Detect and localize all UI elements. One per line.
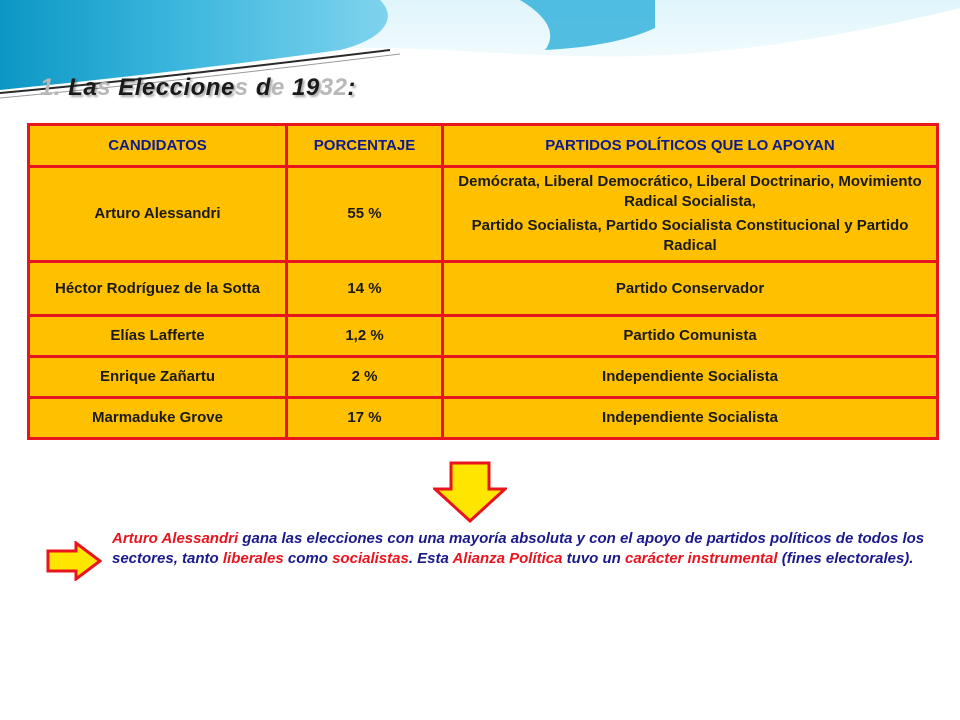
title-part: La (68, 74, 98, 101)
title-part: 19 (284, 74, 320, 101)
highlight-liberales: liberales (222, 550, 284, 567)
title-part: Eleccione (111, 74, 235, 101)
table-row (29, 316, 938, 357)
parties-line: Demócrata, Liberal Democrático, Liberal Doctrinario, Movimiento Radical Socialista, (458, 173, 922, 210)
paragraph-text: como (283, 550, 333, 567)
table-row (29, 167, 938, 262)
title-number: 1. (40, 74, 62, 101)
table-row (29, 357, 938, 398)
title-part: 32 (319, 74, 348, 101)
percentage-cell: 1,2 % (287, 316, 443, 357)
percentage-cell: 14 % (287, 262, 443, 316)
percentage-cell: 2 % (287, 357, 443, 398)
parties-cell: Independiente Socialista (443, 357, 938, 398)
parties-cell: Independiente Socialista (443, 398, 938, 439)
title-part: : (347, 74, 356, 101)
conclusion-paragraph (112, 529, 932, 569)
election-results-table (27, 123, 939, 440)
header-percentage: PORCENTAJE (287, 125, 443, 167)
parties-cell: Partido Conservador (443, 262, 938, 316)
slide-title (40, 74, 356, 102)
parties-line: Partido Socialista, Partido Socialista Constitucional y Partido Radical (471, 217, 909, 254)
header-candidates: CANDIDATOS (29, 125, 287, 167)
paragraph-text: tuvo un (562, 550, 625, 567)
candidate-cell: Enrique Zañartu (29, 357, 287, 398)
right-arrow-icon (46, 541, 102, 581)
header-parties: PARTIDOS POLÍTICOS QUE LO APOYAN (443, 125, 938, 167)
title-part: e (270, 74, 285, 101)
paragraph-text: (fines electorales). (777, 550, 914, 567)
highlight-socialistas: socialistas (332, 550, 409, 567)
table-header-row (29, 125, 938, 167)
title-part: s (97, 74, 112, 101)
candidate-cell: Arturo Alessandri (29, 167, 287, 262)
table-row (29, 262, 938, 316)
percentage-cell: 17 % (287, 398, 443, 439)
percentage-cell: 55 % (287, 167, 443, 262)
highlight-caracter: carácter instrumental (625, 550, 778, 567)
parties-cell (443, 167, 938, 262)
candidate-cell: Elías Lafferte (29, 316, 287, 357)
parties-cell: Partido Comunista (443, 316, 938, 357)
title-part: d (248, 74, 271, 101)
highlight-candidate: Arturo Alessandri (112, 530, 239, 547)
paragraph-text: gana las elecciones con una mayoría absoluta y con el apoyo de partidos políticos de todos los sectores, tanto (112, 530, 925, 567)
table-row (29, 398, 938, 439)
highlight-alianza: Alianza Política (452, 550, 563, 567)
candidate-cell: Héctor Rodríguez de la Sotta (29, 262, 287, 316)
title-part: s (234, 74, 249, 101)
candidate-cell: Marmaduke Grove (29, 398, 287, 439)
down-arrow-icon (433, 461, 507, 523)
paragraph-text: . Esta (408, 550, 453, 567)
